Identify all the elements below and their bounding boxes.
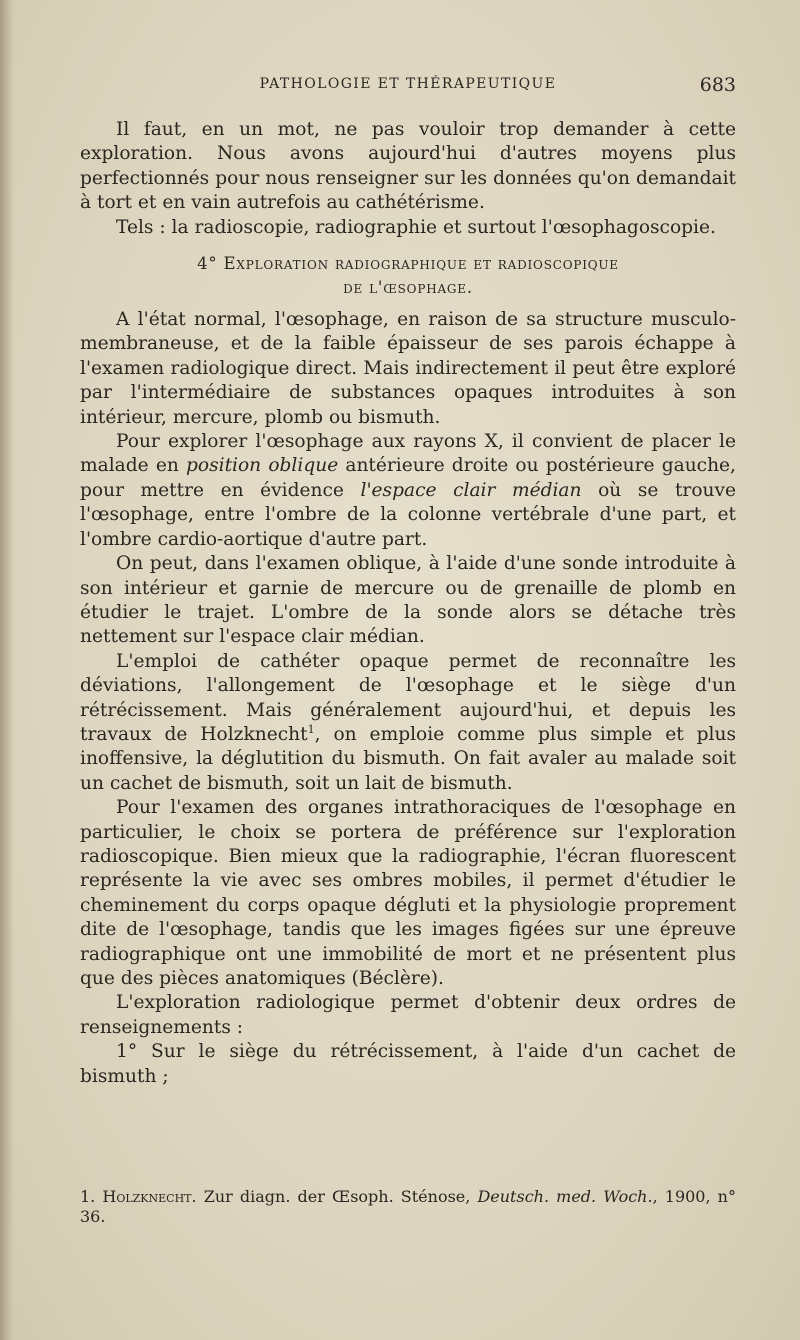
paragraph: Tels : la radioscopie, radiographie et surtout l'œsophagoscopie. (116, 216, 716, 238)
text-run: où se trouve l'œsophage, entre l'ombre de la colonne vertébrale d'une part, et l'ombre cardio-aortique d'autre part. (80, 479, 736, 550)
running-title: PATHOLOGIE ET THÉRAPEUTIQUE (259, 76, 557, 92)
paragraph: On peut, dans l'examen oblique, à l'aide d'une sonde introduite à son intérieur et garnie de mercure ou de grenaille de plomb en étudier le trajet. L'ombre de la sonde alors se détache très nettement sur l'espace clair médian. (80, 553, 736, 648)
footnote-number: 1. (80, 1187, 96, 1206)
paragraph: A l'état normal, l'œsophage, en raison de sa structure musculo-membraneuse, et de la faible épaisseur de ses parois échappe à l'examen radiologique direct. Mais indirectement il peut être exploré par l'intermédiaire de substances opaques introduites à son intérieur, mercure, plomb ou bismuth. (80, 309, 736, 428)
text-run: , on emploie comme plus simple et plus inoffensive, la déglutition du bismuth. On fait avaler au malade soit un cachet de bismuth, soit un lait de bismuth. (80, 723, 737, 794)
footnote-journal: Deutsch. med. Woch. (477, 1187, 653, 1206)
page-header (80, 74, 736, 100)
footnote-text: , 1900, n° 36. (80, 1187, 736, 1226)
paragraph (80, 650, 736, 796)
page-gutter-shadow (0, 0, 14, 1340)
text-run: antérieure droite ou postérieure gauche, pour mettre en évidence (80, 455, 736, 501)
paragraph: Il faut, en un mot, ne pas vouloir trop demander à cette exploration. Nous avons aujourd'hui d'autres moyens plus perfectionnés pour nous renseigner sur les données qu'on demandait à tort et en vain autrefois au cathétérisme. (80, 119, 736, 214)
paragraph: Pour l'examen des organes intrathoraciques de l'œsophage en particulier, le choix se portera de préférence sur l'exploration radioscopique. Bien mieux que la radiographie, l'écran fluorescent représente la vie avec ses ombres mobiles, il permet d'étudier le cheminement du corps opaque dégluti et la physiologie proprement dite de l'œsophage, tandis que les images figées sur une épreuve radiographique ont une immobilité de mort et ne présentent plus que des pièces anatomiques (Béclère). (80, 797, 736, 989)
footnote-author: Holzknecht (102, 1187, 192, 1206)
footnote (80, 1187, 736, 1227)
paragraph (80, 430, 736, 552)
italic-term: position oblique (185, 455, 339, 477)
section-heading-line: 4° Exploration radiographique et radioscopique (197, 254, 619, 274)
paragraph: 1° Sur le siège du rétrécissement, à l'aide d'un cachet de bismuth ; (80, 1041, 736, 1087)
text-run: Pour explorer l'œsophage aux rayons X, il convient de placer le malade en (80, 431, 736, 477)
page-number: 683 (699, 74, 736, 96)
section-heading (80, 252, 736, 300)
section-heading-line: de l'œsophage. (343, 278, 473, 298)
text-run: L'emploi de cathéter opaque permet de reconnaître les déviations, l'allongement de l'œsophage et le siège d'un rétrécissement. Mais généralement aujourd'hui, et depuis les travaux de Holzknecht (80, 650, 736, 745)
footnote-marker: 1 (307, 722, 315, 736)
footnote-text: . Zur diagn. der Œsoph. Sténose, (191, 1187, 478, 1206)
italic-term: l'espace clair médian (360, 479, 582, 501)
paragraph: L'exploration radiologique permet d'obtenir deux ordres de renseignements : (80, 992, 736, 1038)
body-text (80, 118, 736, 1089)
